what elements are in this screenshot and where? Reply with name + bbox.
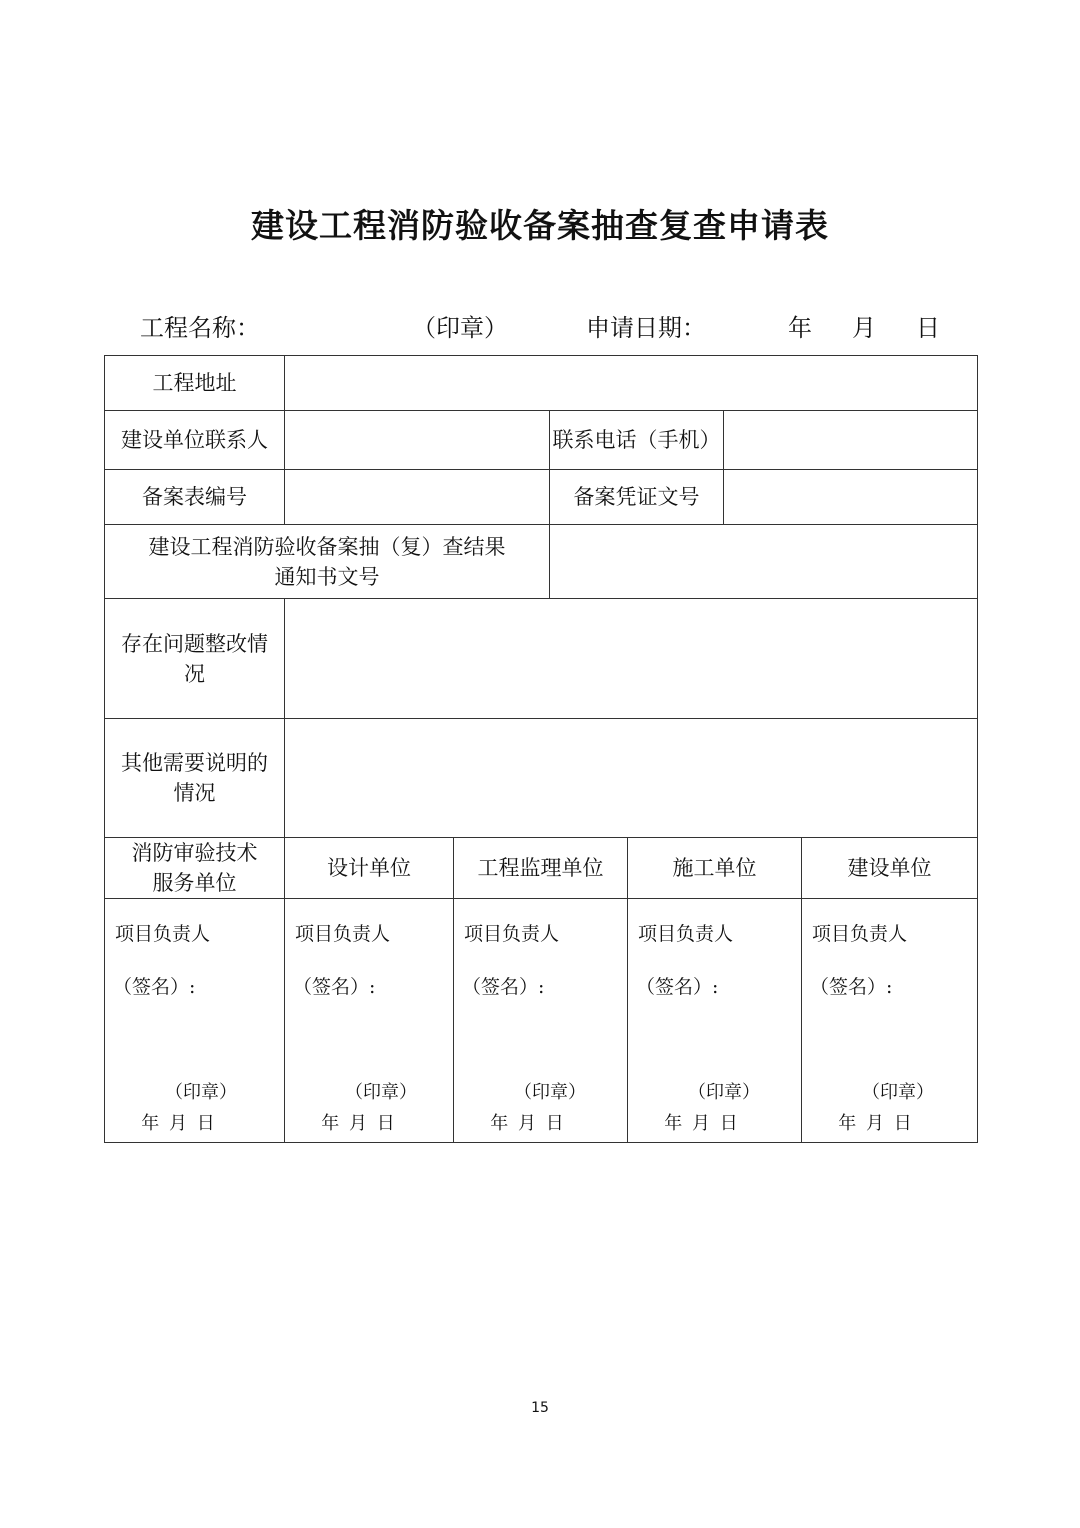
person-label: 项目负责人	[812, 923, 908, 945]
apply-date-label: 申请日期：	[586, 314, 706, 342]
signature-cell[interactable]	[628, 899, 802, 1143]
rectification-label: 存在问题整改情 况	[105, 599, 285, 719]
record-no-field[interactable]	[285, 470, 550, 525]
record-no-label: 备案表编号	[105, 470, 285, 525]
notice-no-field[interactable]	[550, 525, 978, 599]
address-field[interactable]	[285, 356, 978, 411]
signature-cell[interactable]	[285, 899, 454, 1143]
address-label: 工程地址	[105, 356, 285, 411]
seal-label: （印章）	[862, 1082, 934, 1103]
signature-cell[interactable]	[105, 899, 285, 1143]
seal-label: （印章）	[165, 1082, 237, 1103]
contact-field[interactable]	[285, 411, 550, 470]
signature-cell[interactable]	[802, 899, 978, 1143]
certificate-no-field[interactable]	[724, 470, 978, 525]
date-label: 年 月 日	[141, 1113, 217, 1134]
other-notes-label: 其他需要说明的 情况	[105, 719, 285, 838]
certificate-no-label: 备案凭证文号	[550, 470, 724, 525]
date-label: 年 月 日	[838, 1113, 914, 1134]
date-label: 年 月 日	[321, 1113, 397, 1134]
page-number: 15	[531, 1400, 549, 1416]
sign-label: （签名）:	[636, 976, 719, 998]
seal-label: （印章）	[514, 1082, 586, 1103]
date-month: 月	[852, 314, 876, 342]
person-label: 项目负责人	[115, 923, 211, 945]
sign-label: （签名）:	[810, 976, 893, 998]
unit-header: 消防审验技术 服务单位	[105, 838, 285, 899]
phone-field[interactable]	[724, 411, 978, 470]
sign-label: （签名）:	[462, 976, 545, 998]
unit-header: 工程监理单位	[454, 838, 628, 899]
application-form-table	[104, 355, 978, 1143]
phone-label: 联系电话（手机）	[550, 411, 724, 470]
project-name-label: 工程名称：	[140, 314, 260, 342]
unit-header: 设计单位	[285, 838, 454, 899]
form-title: 建设工程消防验收备案抽查复查申请表	[251, 206, 829, 245]
seal-label: （印章）	[345, 1082, 417, 1103]
person-label: 项目负责人	[464, 923, 560, 945]
seal-label: （印章）	[412, 314, 508, 342]
signature-cell[interactable]	[454, 899, 628, 1143]
unit-header: 建设单位	[802, 838, 978, 899]
other-notes-field[interactable]	[285, 719, 978, 838]
date-year: 年	[788, 314, 812, 342]
person-label: 项目负责人	[295, 923, 391, 945]
contact-label: 建设单位联系人	[105, 411, 285, 470]
unit-header: 施工单位	[628, 838, 802, 899]
notice-no-label: 建设工程消防验收备案抽（复）查结果 通知书文号	[105, 525, 550, 599]
date-label: 年 月 日	[490, 1113, 566, 1134]
date-label: 年 月 日	[664, 1113, 740, 1134]
sign-label: （签名）:	[293, 976, 376, 998]
seal-label: （印章）	[688, 1082, 760, 1103]
rectification-field[interactable]	[285, 599, 978, 719]
date-day: 日	[916, 314, 940, 342]
sign-label: （签名）:	[113, 976, 196, 998]
person-label: 项目负责人	[638, 923, 734, 945]
